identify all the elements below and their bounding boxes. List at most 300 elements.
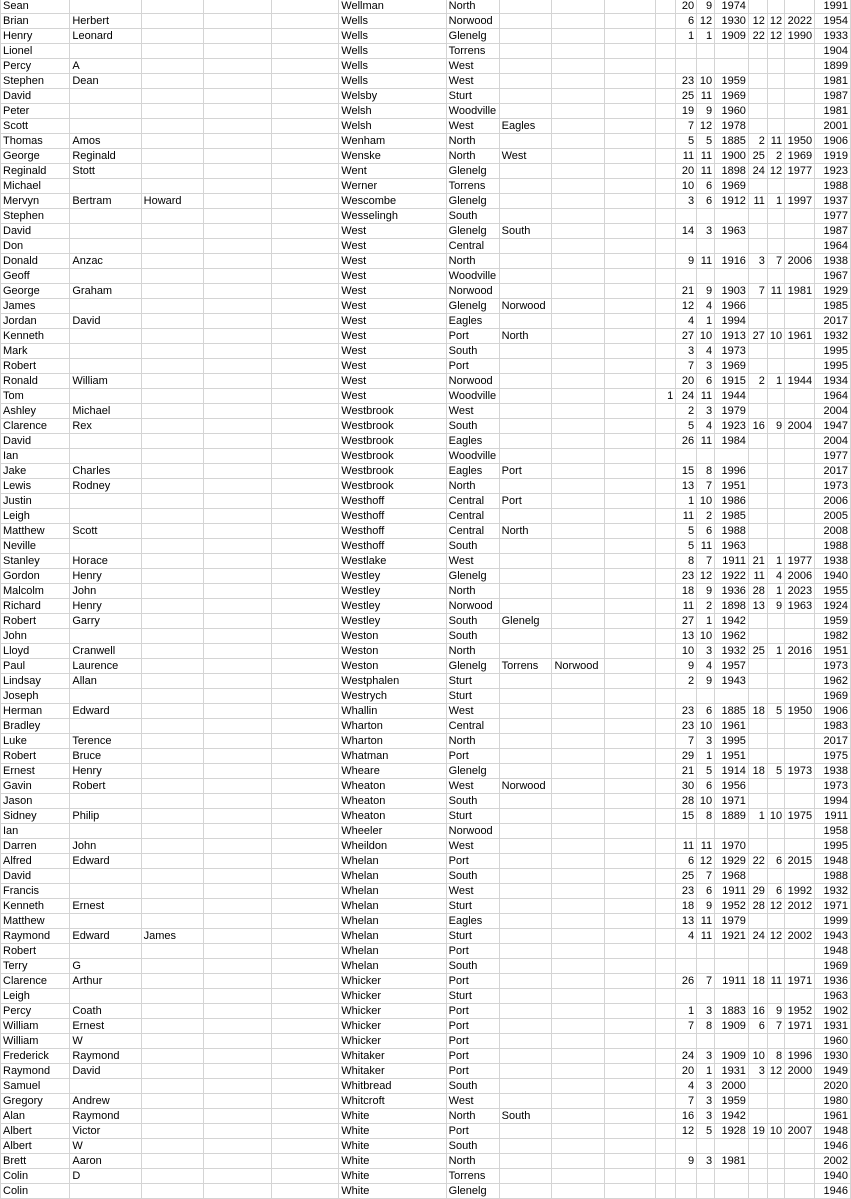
- table-cell[interactable]: West: [446, 884, 499, 899]
- table-cell[interactable]: [141, 239, 203, 254]
- table-cell[interactable]: [605, 224, 655, 239]
- table-cell[interactable]: [70, 629, 141, 644]
- table-cell[interactable]: [70, 359, 141, 374]
- table-cell[interactable]: 1987: [815, 224, 851, 239]
- table-cell[interactable]: 2000: [715, 1079, 749, 1094]
- table-cell[interactable]: William: [70, 374, 141, 389]
- table-cell[interactable]: [203, 569, 271, 584]
- table-cell[interactable]: [70, 179, 141, 194]
- table-cell[interactable]: [552, 344, 605, 359]
- table-cell[interactable]: [605, 149, 655, 164]
- table-cell[interactable]: 10: [697, 494, 715, 509]
- table-cell[interactable]: [605, 584, 655, 599]
- table-cell[interactable]: [748, 839, 767, 854]
- table-cell[interactable]: [552, 1109, 605, 1124]
- table-cell[interactable]: West: [339, 374, 446, 389]
- table-cell[interactable]: [785, 944, 815, 959]
- table-cell[interactable]: Colin: [1, 1169, 70, 1184]
- table-cell[interactable]: [767, 539, 784, 554]
- table-cell[interactable]: 24: [748, 164, 767, 179]
- table-cell[interactable]: 9: [697, 284, 715, 299]
- table-cell[interactable]: [203, 614, 271, 629]
- table-cell[interactable]: [203, 914, 271, 929]
- table-cell[interactable]: [676, 1139, 697, 1154]
- table-cell[interactable]: [605, 734, 655, 749]
- table-cell[interactable]: 11: [697, 929, 715, 944]
- table-cell[interactable]: [655, 164, 676, 179]
- table-cell[interactable]: [141, 1064, 203, 1079]
- table-cell[interactable]: 1956: [715, 779, 749, 794]
- table-cell[interactable]: North: [446, 479, 499, 494]
- table-cell[interactable]: [203, 284, 271, 299]
- table-cell[interactable]: [676, 269, 697, 284]
- table-cell[interactable]: 1930: [715, 14, 749, 29]
- table-cell[interactable]: [141, 14, 203, 29]
- table-cell[interactable]: [552, 794, 605, 809]
- table-cell[interactable]: [271, 734, 339, 749]
- table-cell[interactable]: [141, 584, 203, 599]
- table-cell[interactable]: 13: [676, 479, 697, 494]
- table-cell[interactable]: [655, 1049, 676, 1064]
- table-cell[interactable]: [271, 0, 339, 14]
- table-cell[interactable]: [715, 209, 749, 224]
- table-cell[interactable]: [785, 1079, 815, 1094]
- table-cell[interactable]: [715, 1184, 749, 1199]
- table-cell[interactable]: [141, 119, 203, 134]
- table-cell[interactable]: 3: [748, 1064, 767, 1079]
- table-cell[interactable]: Ernest: [1, 764, 70, 779]
- table-cell[interactable]: [203, 14, 271, 29]
- table-cell[interactable]: 1961: [785, 329, 815, 344]
- table-cell[interactable]: [605, 959, 655, 974]
- table-cell[interactable]: [499, 644, 552, 659]
- table-cell[interactable]: 11: [676, 509, 697, 524]
- table-cell[interactable]: Charles: [70, 464, 141, 479]
- table-cell[interactable]: [605, 329, 655, 344]
- table-cell[interactable]: 1994: [815, 794, 851, 809]
- table-cell[interactable]: Terence: [70, 734, 141, 749]
- table-cell[interactable]: [552, 719, 605, 734]
- table-cell[interactable]: [203, 854, 271, 869]
- table-cell[interactable]: [552, 584, 605, 599]
- table-cell[interactable]: South: [446, 614, 499, 629]
- table-cell[interactable]: 15: [676, 809, 697, 824]
- table-cell[interactable]: [499, 254, 552, 269]
- table-cell[interactable]: 28: [748, 899, 767, 914]
- table-cell[interactable]: Eagles: [446, 464, 499, 479]
- table-cell[interactable]: 1940: [815, 569, 851, 584]
- table-cell[interactable]: Henry: [1, 29, 70, 44]
- table-cell[interactable]: [748, 269, 767, 284]
- table-cell[interactable]: White: [339, 1124, 446, 1139]
- table-cell[interactable]: [271, 689, 339, 704]
- table-cell[interactable]: Wenske: [339, 149, 446, 164]
- table-cell[interactable]: [70, 689, 141, 704]
- table-cell[interactable]: Whicker: [339, 1019, 446, 1034]
- table-cell[interactable]: Albert: [1, 1139, 70, 1154]
- table-cell[interactable]: [552, 569, 605, 584]
- table-cell[interactable]: 5: [676, 539, 697, 554]
- table-cell[interactable]: David: [1, 434, 70, 449]
- table-cell[interactable]: [203, 674, 271, 689]
- table-cell[interactable]: 2012: [785, 899, 815, 914]
- table-cell[interactable]: [748, 299, 767, 314]
- table-cell[interactable]: 1971: [785, 1019, 815, 1034]
- table-cell[interactable]: [605, 464, 655, 479]
- table-cell[interactable]: Henry: [70, 599, 141, 614]
- table-cell[interactable]: [767, 779, 784, 794]
- table-cell[interactable]: [748, 464, 767, 479]
- table-cell[interactable]: 2005: [815, 509, 851, 524]
- table-cell[interactable]: Allan: [70, 674, 141, 689]
- table-cell[interactable]: 1929: [715, 854, 749, 869]
- table-cell[interactable]: [70, 239, 141, 254]
- table-cell[interactable]: [271, 1169, 339, 1184]
- table-cell[interactable]: [767, 839, 784, 854]
- table-cell[interactable]: [203, 839, 271, 854]
- table-cell[interactable]: Dean: [70, 74, 141, 89]
- table-cell[interactable]: [748, 74, 767, 89]
- table-cell[interactable]: [655, 944, 676, 959]
- table-cell[interactable]: 10: [697, 629, 715, 644]
- table-cell[interactable]: 1947: [815, 419, 851, 434]
- table-cell[interactable]: [141, 464, 203, 479]
- table-cell[interactable]: Robert: [1, 944, 70, 959]
- table-cell[interactable]: Laurence: [70, 659, 141, 674]
- table-cell[interactable]: [552, 629, 605, 644]
- table-cell[interactable]: 1960: [815, 1034, 851, 1049]
- table-cell[interactable]: Westbrook: [339, 479, 446, 494]
- table-cell[interactable]: 1958: [815, 824, 851, 839]
- table-cell[interactable]: [676, 1169, 697, 1184]
- table-cell[interactable]: Peter: [1, 104, 70, 119]
- table-cell[interactable]: [655, 194, 676, 209]
- table-cell[interactable]: 1932: [815, 329, 851, 344]
- table-cell[interactable]: 1: [655, 389, 676, 404]
- table-cell[interactable]: [605, 89, 655, 104]
- table-cell[interactable]: 2000: [785, 1064, 815, 1079]
- table-cell[interactable]: [271, 224, 339, 239]
- table-cell[interactable]: [785, 1184, 815, 1199]
- table-cell[interactable]: [748, 629, 767, 644]
- table-cell[interactable]: 1961: [715, 719, 749, 734]
- table-cell[interactable]: [767, 434, 784, 449]
- table-cell[interactable]: [605, 1049, 655, 1064]
- table-cell[interactable]: Westrych: [339, 689, 446, 704]
- table-cell[interactable]: 11: [697, 149, 715, 164]
- table-cell[interactable]: 2004: [815, 434, 851, 449]
- table-cell[interactable]: [141, 1169, 203, 1184]
- table-cell[interactable]: 26: [676, 974, 697, 989]
- table-cell[interactable]: [552, 89, 605, 104]
- table-cell[interactable]: [203, 539, 271, 554]
- table-cell[interactable]: [785, 719, 815, 734]
- table-cell[interactable]: [141, 734, 203, 749]
- table-cell[interactable]: [499, 59, 552, 74]
- table-cell[interactable]: 1948: [815, 1124, 851, 1139]
- table-cell[interactable]: 1984: [715, 434, 749, 449]
- table-cell[interactable]: [767, 944, 784, 959]
- table-cell[interactable]: 12: [767, 14, 784, 29]
- table-cell[interactable]: 3: [697, 1094, 715, 1109]
- table-cell[interactable]: [767, 659, 784, 674]
- table-cell[interactable]: 23: [676, 884, 697, 899]
- table-cell[interactable]: Robert: [1, 749, 70, 764]
- table-cell[interactable]: 12: [697, 119, 715, 134]
- table-cell[interactable]: 1898: [715, 599, 749, 614]
- table-cell[interactable]: [748, 914, 767, 929]
- table-cell[interactable]: 1906: [815, 704, 851, 719]
- table-cell[interactable]: [655, 119, 676, 134]
- table-cell[interactable]: [141, 1094, 203, 1109]
- table-cell[interactable]: Werner: [339, 179, 446, 194]
- table-cell[interactable]: 1948: [815, 944, 851, 959]
- table-cell[interactable]: [499, 389, 552, 404]
- table-cell[interactable]: [605, 1004, 655, 1019]
- table-cell[interactable]: [203, 134, 271, 149]
- table-cell[interactable]: [605, 29, 655, 44]
- table-cell[interactable]: Rex: [70, 419, 141, 434]
- table-cell[interactable]: D: [70, 1169, 141, 1184]
- table-cell[interactable]: [785, 914, 815, 929]
- table-cell[interactable]: 1963: [815, 989, 851, 1004]
- table-cell[interactable]: [271, 839, 339, 854]
- table-cell[interactable]: [203, 734, 271, 749]
- table-cell[interactable]: Robert: [1, 359, 70, 374]
- table-cell[interactable]: Thomas: [1, 134, 70, 149]
- table-cell[interactable]: [499, 29, 552, 44]
- table-cell[interactable]: [203, 794, 271, 809]
- table-cell[interactable]: Woodville: [446, 389, 499, 404]
- table-cell[interactable]: A: [70, 59, 141, 74]
- table-cell[interactable]: [767, 89, 784, 104]
- table-cell[interactable]: 3: [697, 1154, 715, 1169]
- table-cell[interactable]: Glenelg: [446, 224, 499, 239]
- table-cell[interactable]: Welsh: [339, 119, 446, 134]
- table-cell[interactable]: [748, 1094, 767, 1109]
- table-cell[interactable]: [499, 884, 552, 899]
- table-cell[interactable]: 2002: [785, 929, 815, 944]
- table-cell[interactable]: [499, 974, 552, 989]
- table-cell[interactable]: [655, 659, 676, 674]
- table-cell[interactable]: [655, 599, 676, 614]
- table-cell[interactable]: [203, 884, 271, 899]
- table-cell[interactable]: 9: [697, 674, 715, 689]
- table-cell[interactable]: 29: [676, 749, 697, 764]
- table-cell[interactable]: William: [1, 1034, 70, 1049]
- table-cell[interactable]: 1970: [715, 839, 749, 854]
- table-cell[interactable]: 1943: [815, 929, 851, 944]
- table-cell[interactable]: [767, 734, 784, 749]
- table-cell[interactable]: [785, 359, 815, 374]
- table-cell[interactable]: 14: [676, 224, 697, 239]
- table-cell[interactable]: [715, 44, 749, 59]
- table-cell[interactable]: 1963: [715, 539, 749, 554]
- table-cell[interactable]: [271, 1049, 339, 1064]
- table-cell[interactable]: [271, 269, 339, 284]
- table-cell[interactable]: [655, 254, 676, 269]
- table-cell[interactable]: Wells: [339, 59, 446, 74]
- table-cell[interactable]: Went: [339, 164, 446, 179]
- table-cell[interactable]: 10: [767, 329, 784, 344]
- table-cell[interactable]: 1967: [815, 269, 851, 284]
- table-cell[interactable]: 1938: [815, 764, 851, 779]
- table-cell[interactable]: [605, 1154, 655, 1169]
- table-cell[interactable]: 3: [697, 224, 715, 239]
- table-cell[interactable]: [552, 959, 605, 974]
- table-cell[interactable]: [271, 884, 339, 899]
- table-cell[interactable]: 10: [767, 809, 784, 824]
- table-cell[interactable]: [203, 899, 271, 914]
- table-cell[interactable]: 1922: [715, 569, 749, 584]
- table-cell[interactable]: 29: [748, 884, 767, 899]
- table-cell[interactable]: [767, 239, 784, 254]
- table-cell[interactable]: Joseph: [1, 689, 70, 704]
- table-cell[interactable]: John: [70, 584, 141, 599]
- table-cell[interactable]: [785, 44, 815, 59]
- table-cell[interactable]: 1: [767, 554, 784, 569]
- table-cell[interactable]: Central: [446, 239, 499, 254]
- table-cell[interactable]: Weston: [339, 659, 446, 674]
- table-cell[interactable]: [715, 959, 749, 974]
- table-cell[interactable]: Garry: [70, 614, 141, 629]
- table-cell[interactable]: [655, 779, 676, 794]
- table-cell[interactable]: [605, 284, 655, 299]
- table-cell[interactable]: [271, 1004, 339, 1019]
- table-cell[interactable]: [271, 194, 339, 209]
- table-cell[interactable]: Brett: [1, 1154, 70, 1169]
- table-cell[interactable]: 5: [676, 134, 697, 149]
- table-cell[interactable]: Gavin: [1, 779, 70, 794]
- table-cell[interactable]: 2: [767, 149, 784, 164]
- table-cell[interactable]: [605, 419, 655, 434]
- table-cell[interactable]: Port: [446, 1004, 499, 1019]
- table-cell[interactable]: [785, 0, 815, 14]
- table-cell[interactable]: 1990: [785, 29, 815, 44]
- table-cell[interactable]: [785, 1139, 815, 1154]
- table-cell[interactable]: [271, 614, 339, 629]
- table-cell[interactable]: [271, 929, 339, 944]
- table-cell[interactable]: [271, 809, 339, 824]
- table-cell[interactable]: South: [446, 629, 499, 644]
- table-cell[interactable]: [552, 164, 605, 179]
- table-cell[interactable]: [697, 1034, 715, 1049]
- table-cell[interactable]: [767, 989, 784, 1004]
- table-cell[interactable]: 2007: [785, 1124, 815, 1139]
- table-cell[interactable]: [605, 614, 655, 629]
- table-cell[interactable]: 1995: [815, 359, 851, 374]
- table-cell[interactable]: [605, 809, 655, 824]
- table-cell[interactable]: Woodville: [446, 104, 499, 119]
- table-cell[interactable]: 1995: [715, 734, 749, 749]
- table-cell[interactable]: [203, 464, 271, 479]
- table-cell[interactable]: [715, 269, 749, 284]
- table-cell[interactable]: 10: [676, 644, 697, 659]
- table-cell[interactable]: [141, 794, 203, 809]
- table-cell[interactable]: 24: [676, 1049, 697, 1064]
- table-cell[interactable]: Westphalen: [339, 674, 446, 689]
- table-cell[interactable]: [605, 824, 655, 839]
- table-cell[interactable]: Westbrook: [339, 449, 446, 464]
- table-cell[interactable]: [748, 494, 767, 509]
- table-cell[interactable]: [203, 1064, 271, 1079]
- table-cell[interactable]: 11: [748, 569, 767, 584]
- table-cell[interactable]: 1: [697, 29, 715, 44]
- table-cell[interactable]: [70, 209, 141, 224]
- table-cell[interactable]: [70, 224, 141, 239]
- table-cell[interactable]: [748, 1184, 767, 1199]
- table-cell[interactable]: [748, 1079, 767, 1094]
- table-cell[interactable]: Alfred: [1, 854, 70, 869]
- table-cell[interactable]: [715, 239, 749, 254]
- table-cell[interactable]: 1973: [815, 479, 851, 494]
- table-cell[interactable]: [552, 554, 605, 569]
- table-cell[interactable]: 12: [697, 854, 715, 869]
- table-cell[interactable]: [499, 719, 552, 734]
- table-cell[interactable]: [499, 1184, 552, 1199]
- table-cell[interactable]: 11: [676, 599, 697, 614]
- table-cell[interactable]: 1981: [785, 284, 815, 299]
- table-cell[interactable]: 1959: [715, 1094, 749, 1109]
- table-cell[interactable]: 1960: [715, 104, 749, 119]
- table-cell[interactable]: [203, 629, 271, 644]
- table-cell[interactable]: [271, 779, 339, 794]
- table-cell[interactable]: White: [339, 1109, 446, 1124]
- table-cell[interactable]: Reginald: [70, 149, 141, 164]
- table-cell[interactable]: 1974: [715, 0, 749, 14]
- table-cell[interactable]: Westhoff: [339, 509, 446, 524]
- table-cell[interactable]: 3: [697, 734, 715, 749]
- table-cell[interactable]: Bruce: [70, 749, 141, 764]
- table-cell[interactable]: Westlake: [339, 554, 446, 569]
- table-cell[interactable]: 1983: [815, 719, 851, 734]
- table-cell[interactable]: Malcolm: [1, 584, 70, 599]
- table-cell[interactable]: Port: [446, 1064, 499, 1079]
- table-cell[interactable]: [552, 839, 605, 854]
- table-cell[interactable]: [271, 539, 339, 554]
- table-cell[interactable]: [203, 1004, 271, 1019]
- table-cell[interactable]: Wheaton: [339, 779, 446, 794]
- table-cell[interactable]: [552, 509, 605, 524]
- table-cell[interactable]: [767, 464, 784, 479]
- table-cell[interactable]: [655, 569, 676, 584]
- table-cell[interactable]: [767, 1109, 784, 1124]
- table-cell[interactable]: [271, 719, 339, 734]
- table-cell[interactable]: [655, 104, 676, 119]
- table-cell[interactable]: Westbrook: [339, 419, 446, 434]
- table-cell[interactable]: 7: [676, 119, 697, 134]
- table-cell[interactable]: Percy: [1, 59, 70, 74]
- table-cell[interactable]: [203, 1079, 271, 1094]
- table-cell[interactable]: Glenelg: [499, 614, 552, 629]
- table-cell[interactable]: 1911: [715, 974, 749, 989]
- table-cell[interactable]: Wells: [339, 74, 446, 89]
- table-cell[interactable]: [552, 224, 605, 239]
- table-cell[interactable]: 1969: [715, 179, 749, 194]
- table-cell[interactable]: [141, 689, 203, 704]
- table-cell[interactable]: [748, 59, 767, 74]
- table-cell[interactable]: Herman: [1, 704, 70, 719]
- table-cell[interactable]: [70, 1079, 141, 1094]
- table-cell[interactable]: [655, 644, 676, 659]
- table-cell[interactable]: [203, 1139, 271, 1154]
- table-cell[interactable]: [552, 419, 605, 434]
- table-cell[interactable]: [271, 14, 339, 29]
- table-cell[interactable]: Bradley: [1, 719, 70, 734]
- table-cell[interactable]: [552, 329, 605, 344]
- table-cell[interactable]: [605, 569, 655, 584]
- table-cell[interactable]: Graham: [70, 284, 141, 299]
